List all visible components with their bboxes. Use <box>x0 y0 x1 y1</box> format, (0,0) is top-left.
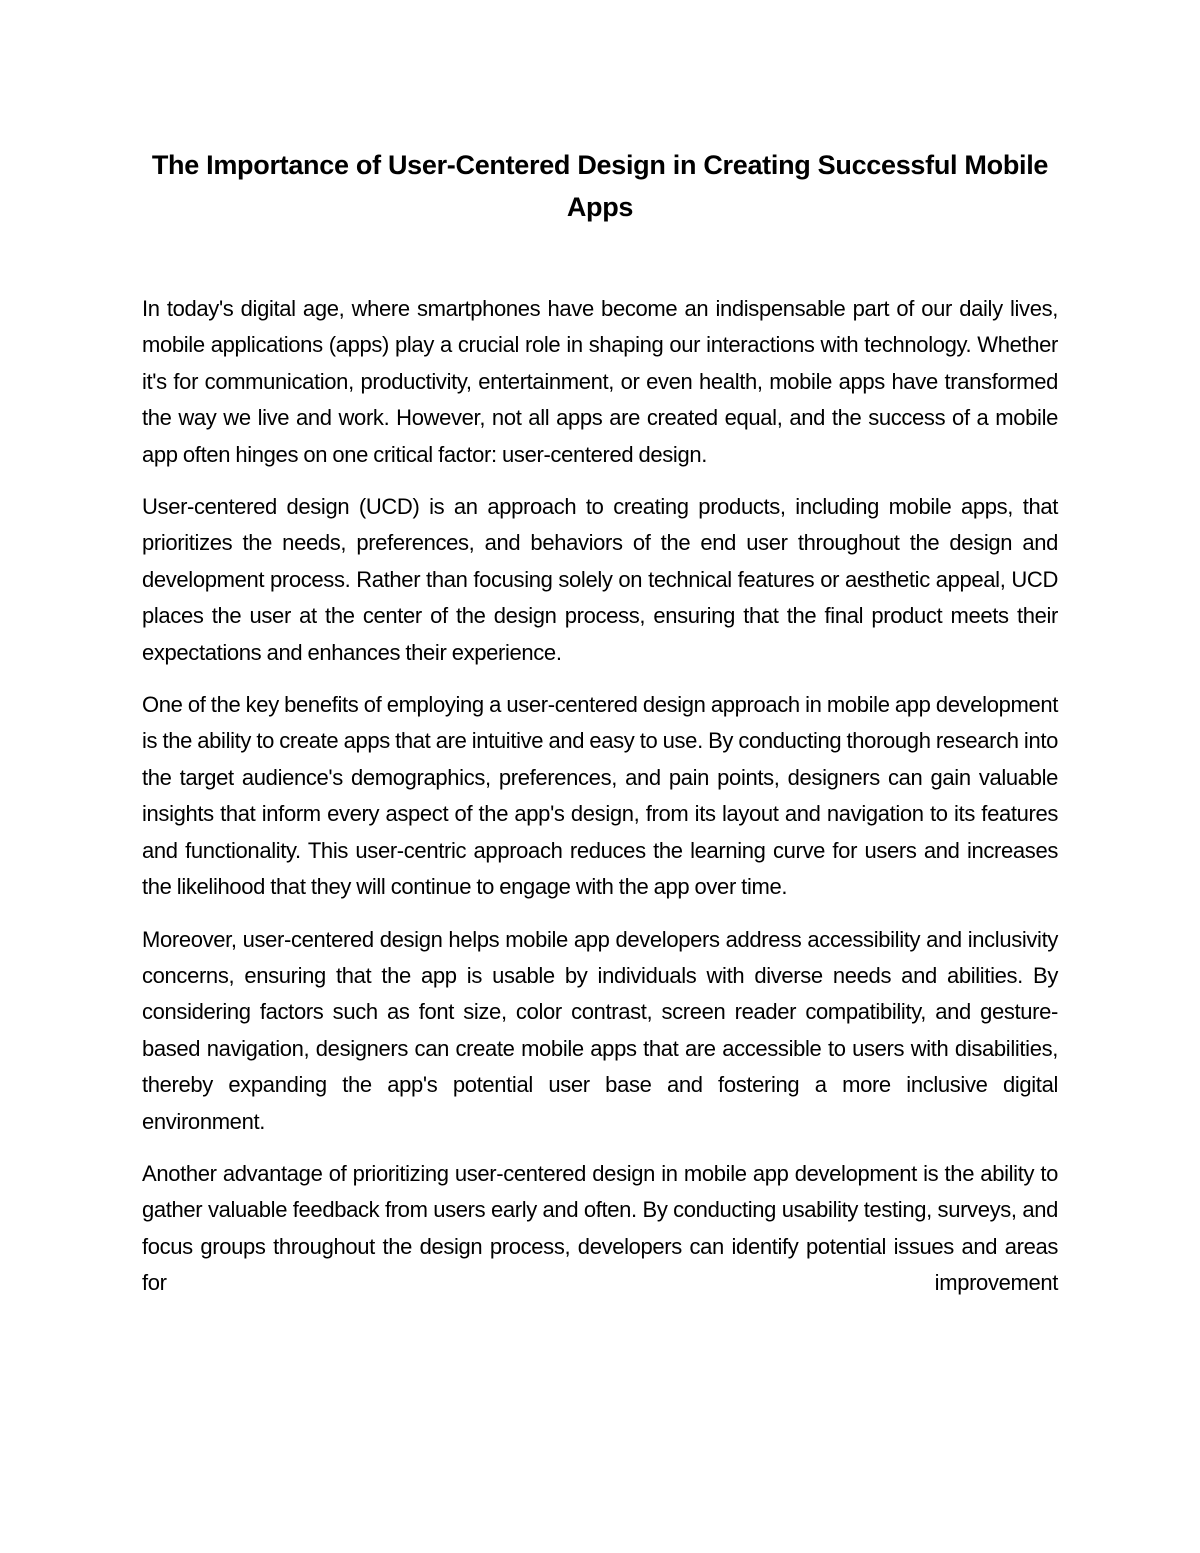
paragraph-ucd-definition: User-centered design (UCD) is an approach to creating products, including mobile apps, that prioritizes the needs, preferences, and behaviors of the end user throughout the design and development process. Rather than focusing solely on technical features or aesthetic appeal, UCD places the user at the center of the design process, ensuring that the final product meets their expectations and enhances their experience. <box>142 494 1058 665</box>
paragraph-feedback: Another advantage of prioritizing user-centered design in mobile app development is the ability to gather valuable feedback from users early and often. By conducting usability testing, surveys, and focus groups throughout the design process, developers can identify potential issues and areas for improvement <box>142 1160 1058 1296</box>
document-body <box>142 291 1058 1318</box>
paragraph-accessibility: Moreover, user-centered design helps mobile app developers address accessibility and inclusivity concerns, ensuring that the app is usable by individuals with diverse needs and abilities. By considering factors such as font size, color contrast, screen reader compatibility, and gesture-based navigation, designers can create mobile apps that are accessible to users with disabilities, thereby expanding the app's potential user base and fostering a more inclusive digital environment. <box>142 926 1058 1134</box>
paragraph-intuitive-benefits: One of the key benefits of employing a user-centered design approach in mobile app development is the ability to create apps that are intuitive and easy to use. By conducting thorough research into the target audience's demographics, preferences, and pain points, designers can gain valuable insights that inform every aspect of the app's design, from its layout and navigation to its features and functionality. This user-centric approach reduces the learning curve for users and increases the likelihood that they will continue to engage with the app over time. <box>142 692 1058 900</box>
paragraph-intro: In today's digital age, where smartphones have become an indispensable part of our daily lives, mobile applications (apps) play a crucial role in shaping our interactions with technology. Whether it's for communication, productivity, entertainment, or even health, mobile apps have transformed the way we live and work. However, not all apps are created equal, and the success of a mobile app often hinges on one critical factor: user-centered design. <box>142 296 1058 467</box>
document-title: The Importance of User-Centered Design in Creating Successful Mobile Apps <box>151 150 1049 222</box>
